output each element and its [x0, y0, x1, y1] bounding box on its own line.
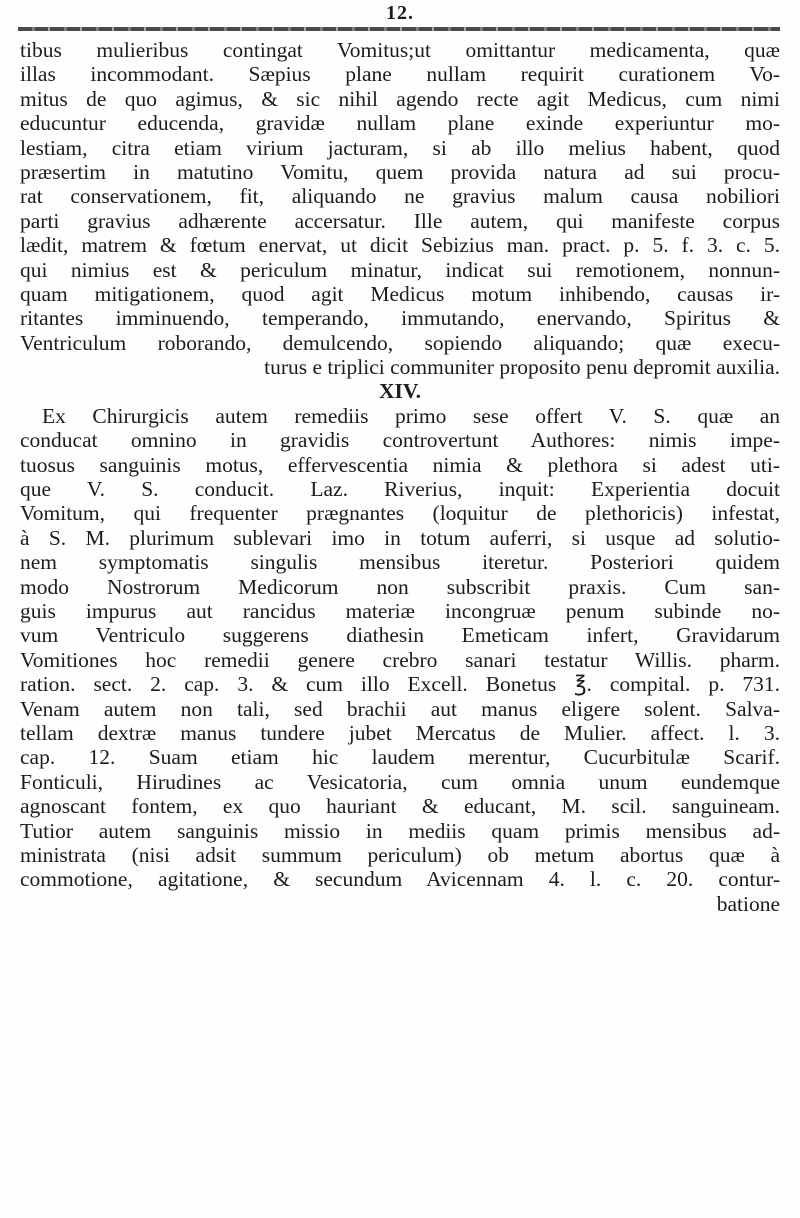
text-line: nem symptomatis singulis mensibus iteretur. Posteriori quidem [20, 550, 780, 575]
text-line: illas incommodant. Sæpius plane nullam requirit curationem Vo- [20, 62, 780, 87]
text-line: educuntur educenda, gravidæ nullam plane exinde experiuntur mo- [20, 111, 780, 136]
text-line: turus e triplici communiter proposito penu depromit auxilia. [264, 355, 780, 380]
header-rule [18, 27, 780, 31]
text-line: Vomitiones hoc remedii genere crebro sanari testatur Willis. pharm. [20, 647, 780, 672]
text-line: parti gravius adhærente accersatur. Ille autem, qui manifeste corpus [20, 208, 780, 233]
text-line: vum Ventriculo suggerens diathesin Emeticam infert, Gravidarum [20, 623, 780, 648]
text-line: rat conservationem, fit, aliquando ne gravius malum causa nobiliori [20, 184, 780, 209]
text-line: que V. S. conducit. Laz. Riverius, inquit: Experientia docuit [20, 477, 780, 502]
catchword: batione [716, 891, 780, 916]
text-line: Ex Chirurgicis autem remediis primo sese offert V. S. quæ an [42, 403, 780, 428]
text-line: ritantes imminuendo, temperando, immutando, enervando, Spiritus & [20, 306, 780, 331]
text-line: conducat omnino in gravidis controvertunt Authores: nimis impe- [20, 428, 780, 453]
text-line: tellam dextræ manus tundere jubet Mercatus de Mulier. affect. l. 3. [20, 720, 780, 745]
body-text [20, 38, 780, 916]
text-line: agnoscant fontem, ex quo hauriant & educant, M. scil. sanguineam. [20, 794, 780, 819]
text-line: commotione, agitatione, & secundum Avicennam 4. l. c. 20. contur- [20, 867, 780, 892]
text-line: modo Nostrorum Medicorum non subscribit praxis. Cum san- [20, 574, 780, 599]
text-line: lestiam, citra etiam virium jacturam, si ab illo melius habent, quod [20, 135, 780, 160]
text-line: tibus mulieribus contingat Vomitus;ut omittantur medicamenta, quæ [20, 38, 780, 62]
text-line: cap. 12. Suam etiam hic laudem merentur, Cucurbitulæ Scarif. [20, 745, 780, 770]
text-line: præsertim in matutino Vomitu, quem provida natura ad sui procu- [20, 159, 780, 184]
text-line: qui nimius est & periculum minatur, indicat sui remotionem, nonnun- [20, 257, 780, 282]
text-line: mitus de quo agimus, & sic nihil agendo recte agit Medicus, cum nimi [20, 86, 780, 111]
text-line: Tutior autem sanguinis missio in mediis quam primis mensibus ad- [20, 818, 780, 843]
text-line: guis impurus aut rancidus materiæ incongruæ penum subinde no- [20, 598, 780, 623]
section-heading: XIV. [378, 379, 422, 404]
text-line: ministrata (nisi adsit summum periculum) ob metum abortus quæ à [20, 842, 780, 867]
text-line: Ventriculum roborando, demulcendo, sopiendo aliquando; quæ execu- [20, 330, 780, 355]
text-line: Vomitum, qui frequenter prægnantes (loquitur de plethoricis) infestat, [20, 501, 780, 526]
text-line: lædit, matrem & fœtum enervat, ut dicit Sebizius man. pract. p. 5. f. 3. c. 5. [20, 233, 780, 258]
text-line: à S. M. plurimum sublevari imo in totum auferri, si usque ad solutio- [20, 525, 780, 550]
page-number: 12. [386, 2, 414, 24]
text-line: ration. sect. 2. cap. 3. & cum illo Excell. Bonetus ℥. compital. p. 731. [20, 672, 780, 697]
text-line: Venam autem non tali, sed brachii aut manus eligere solent. Salva- [20, 696, 780, 721]
text-line: quam mitigationem, quod agit Medicus motum inhibendo, causas ir- [20, 281, 780, 306]
text-line: Fonticuli, Hirudines ac Vesicatoria, cum omnia unum eundemque [20, 769, 780, 794]
text-line: tuosus sanguinis motus, effervescentia nimia & plethora si adest uti- [20, 452, 780, 477]
